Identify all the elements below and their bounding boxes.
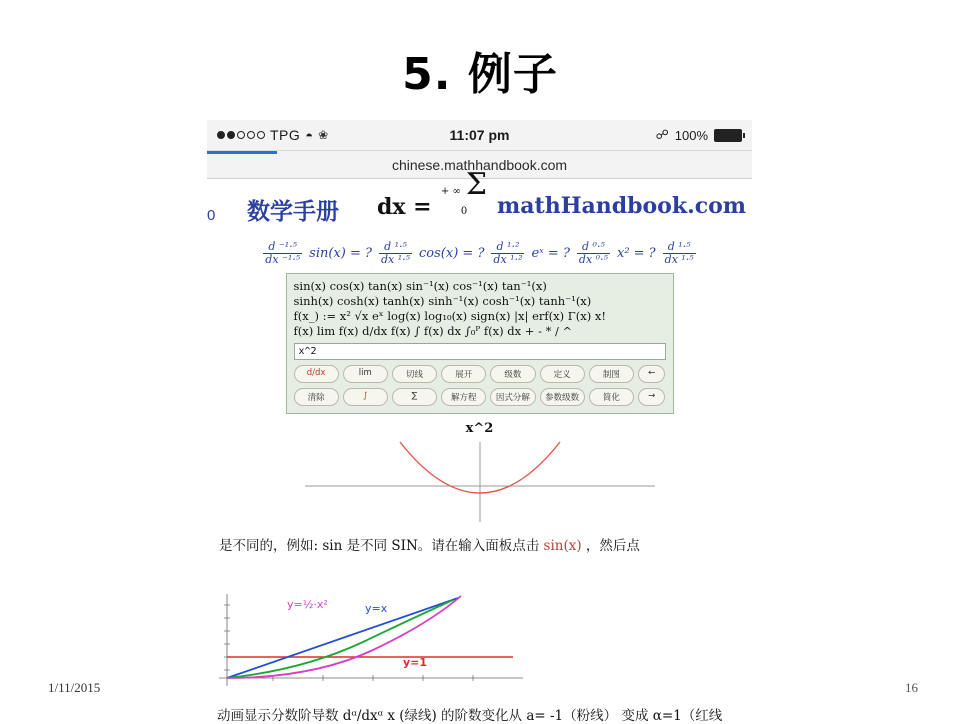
fraction-numerator: d ¹·⁵ xyxy=(379,241,412,254)
caption1-before: 是不同的，例如: sin 是不同 SIN。请在输入面板点击 xyxy=(219,538,544,554)
factorize-button[interactable]: 因式分解 xyxy=(490,388,535,406)
fraction-numerator: d ⁻¹·⁵ xyxy=(263,241,302,254)
panel-buttons-row-2 xyxy=(294,388,666,406)
derivative-examples-row xyxy=(207,235,752,271)
footer-page-number: 16 xyxy=(905,680,918,695)
forward-button[interactable]: → xyxy=(638,388,666,406)
page-title: 5. 例子 xyxy=(402,49,558,100)
sigma-symbol xyxy=(439,167,489,218)
integral-button[interactable]: ∫ xyxy=(343,388,388,406)
definition-button[interactable]: 定义 xyxy=(540,365,585,383)
phone-screenshot xyxy=(207,120,752,724)
fraction-numerator: d ¹·⁵ xyxy=(663,241,696,254)
expand-button[interactable]: 展开 xyxy=(441,365,486,383)
plot-title: x^2 xyxy=(465,421,494,436)
caption1-highlight: sin(x) xyxy=(543,538,582,554)
function-line[interactable]: sinh(x) cosh(x) tanh(x) sinh⁻¹(x) cosh⁻¹(x) tanh⁻¹(x) xyxy=(293,294,592,308)
battery-full-icon xyxy=(714,129,742,142)
fractional-derivative-plot xyxy=(213,586,533,696)
sigma-upper-limit: + ∞ xyxy=(440,186,461,197)
lim-button[interactable]: lim xyxy=(343,365,388,383)
tangent-button[interactable]: 切线 xyxy=(392,365,437,383)
web-page-body xyxy=(207,167,752,724)
page-load-progress xyxy=(207,151,277,154)
fraction-denominator: dx ⁰·⁵ xyxy=(578,252,608,266)
ddx-button[interactable]: d/dx xyxy=(294,365,339,383)
function-line[interactable]: f(x_) := x² √x eˣ log(x) log₁₀(x) sign(x) |x| erf(x) Γ(x) x! xyxy=(293,309,606,323)
wifi-icon: ◓ xyxy=(305,127,314,143)
fraction-denominator: dx ¹·² xyxy=(493,252,523,266)
parabola-plot xyxy=(245,438,715,524)
label-y-equals-1: y=1 xyxy=(403,656,428,669)
panel-buttons-row-1 xyxy=(294,365,666,383)
footer-divider xyxy=(0,672,960,673)
axis-ticks xyxy=(224,605,473,681)
caption1-after: ，然后点 xyxy=(581,538,640,554)
simplify-button[interactable]: 简化 xyxy=(589,388,634,406)
site-logo-dx: dx = xyxy=(377,194,432,220)
footer-date: 1/11/2015 xyxy=(48,680,101,695)
carrier-label: TPG xyxy=(270,127,301,143)
site-logo-cn[interactable]: 数学手册 xyxy=(247,199,339,225)
plot-button[interactable]: 制图 xyxy=(589,365,634,383)
site-header xyxy=(207,167,752,229)
derivative-fraction[interactable] xyxy=(663,241,696,265)
series-button[interactable]: 级数 xyxy=(490,365,535,383)
battery-percent-label: 100% xyxy=(674,127,708,143)
function-input-panel xyxy=(286,273,674,414)
derivative-fraction[interactable] xyxy=(491,241,524,265)
fraction-denominator: dx ⁻¹·⁵ xyxy=(265,252,301,266)
derivative-fraction[interactable] xyxy=(577,241,610,265)
bluetooth-icon-left: ❀ xyxy=(318,128,329,142)
derivative-function: sin(x) = ? xyxy=(309,245,372,261)
caption-text-1 xyxy=(207,534,752,554)
derivative-function: cos(x) = ? xyxy=(419,245,485,261)
status-bar-right xyxy=(656,127,742,143)
parabola-svg xyxy=(245,438,715,524)
label-half-x-squared: y=½·x² xyxy=(287,598,328,611)
parametric-series-button[interactable]: 参数级数 xyxy=(540,388,585,406)
fraction-numerator: d ⁰·⁵ xyxy=(577,241,610,254)
url-label[interactable]: chinese.mathhandbook.com xyxy=(391,156,568,173)
clock-label: 11:07 pm xyxy=(449,127,510,143)
derivative-fraction[interactable] xyxy=(263,241,302,265)
label-y-equals-x: y=x xyxy=(365,602,388,615)
sigma-lower-limit: 0 xyxy=(460,206,468,217)
function-line[interactable]: sin(x) cos(x) tan(x) sin⁻¹(x) cos⁻¹(x) tan⁻¹(x) xyxy=(293,279,547,293)
phone-status-bar xyxy=(207,120,752,151)
clear-button[interactable]: 清除 xyxy=(294,388,339,406)
expression-input[interactable] xyxy=(294,343,666,360)
fractional-derivative-svg xyxy=(213,586,533,696)
caption-text-2: 动画显示分数阶导数 dᵅ/dxᵅ x (绿线) 的阶数变化从 a= -1（粉线） 变成 α=1（红线 xyxy=(217,708,723,724)
sigma-glyph: Σ xyxy=(465,167,488,202)
site-logo-domain[interactable]: mathHandbook.com xyxy=(497,193,747,219)
function-line[interactable]: f(x) lim f(x) d/dx f(x) ∫ f(x) dx ∫₀ᴾ f(x) dx + - * / ^ xyxy=(293,324,573,338)
solve-equation-button[interactable]: 解方程 xyxy=(441,388,486,406)
fraction-denominator: dx ¹·⁵ xyxy=(380,252,411,266)
fraction-denominator: dx ¹·⁵ xyxy=(664,252,694,266)
fraction-numerator: d ¹·² xyxy=(491,241,524,254)
sum-button[interactable]: ∑ xyxy=(392,388,437,406)
back-button[interactable]: ← xyxy=(638,365,666,383)
bluetooth-icon: ☍ xyxy=(655,127,669,142)
derivative-function: x² = ? xyxy=(616,245,656,261)
derivative-function: eˣ = ? xyxy=(531,245,570,261)
header-ghost-text: 0 xyxy=(207,207,216,224)
derivative-fraction[interactable] xyxy=(379,241,412,265)
